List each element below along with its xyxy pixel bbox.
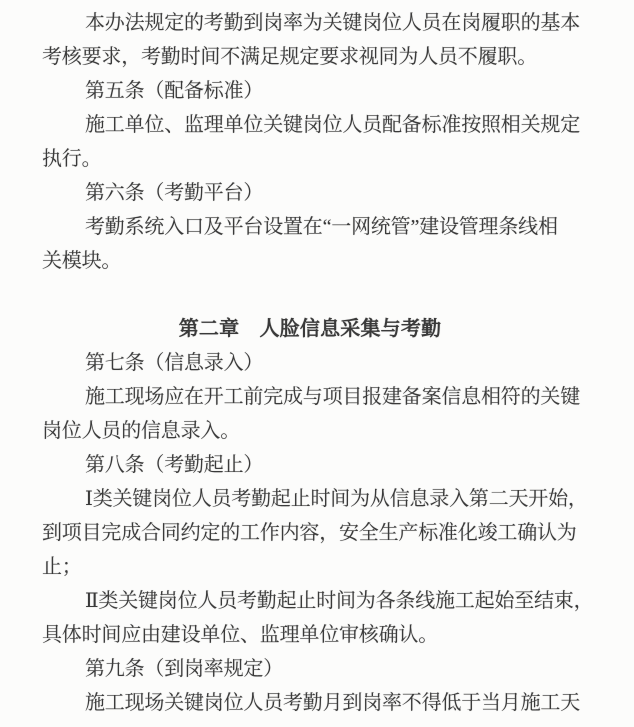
- text-line: 第五条（配备标准）: [85, 80, 264, 102]
- text-line: 岗位人员的信息录入。: [42, 420, 240, 442]
- text-line: 关模块。: [42, 250, 122, 272]
- text-line: 第七条（信息录入）: [85, 352, 264, 374]
- text-line: 施工现场应在开工前完成与项目报建备案信息相符的关键: [85, 386, 580, 408]
- text-line: 考核要求，考勤时间不满足规定要求视同为人员不履职。: [42, 46, 537, 68]
- text-line: 止；: [42, 556, 82, 578]
- text-line: Ⅰ类关键岗位人员考勤起止时间为从信息录入第二天开始，: [85, 488, 588, 510]
- text-line: 执行。: [42, 148, 102, 170]
- text-line: 考勤系统入口及平台设置在“一网统管”建设管理条线相: [85, 216, 558, 238]
- text-line: 施工现场关键岗位人员考勤月到岗率不得低于当月施工天: [85, 692, 580, 714]
- text-line: Ⅱ类关键岗位人员考勤起止时间为各条线施工起始至结束，: [85, 590, 594, 612]
- text-line: 本办法规定的考勤到岗率为关键岗位人员在岗履职的基本: [85, 12, 580, 34]
- blank-line: [42, 278, 578, 312]
- text-line: 第九条（到岗率规定）: [85, 658, 283, 680]
- text-line: 第八条（考勤起止）: [85, 454, 264, 476]
- text-line: 到项目完成合同约定的工作内容，安全生产标准化竣工确认为: [42, 522, 577, 544]
- text-line: 具体时间应由建设单位、监理单位审核确认。: [42, 624, 438, 646]
- text-line: 施工单位、监理单位关键岗位人员配备标准按照相关规定: [85, 114, 580, 136]
- text-line: 第六条（考勤平台）: [85, 182, 264, 204]
- document-text-column: [42, 6, 594, 720]
- chapter-heading: 第二章 人脸信息采集与考勤: [178, 318, 442, 340]
